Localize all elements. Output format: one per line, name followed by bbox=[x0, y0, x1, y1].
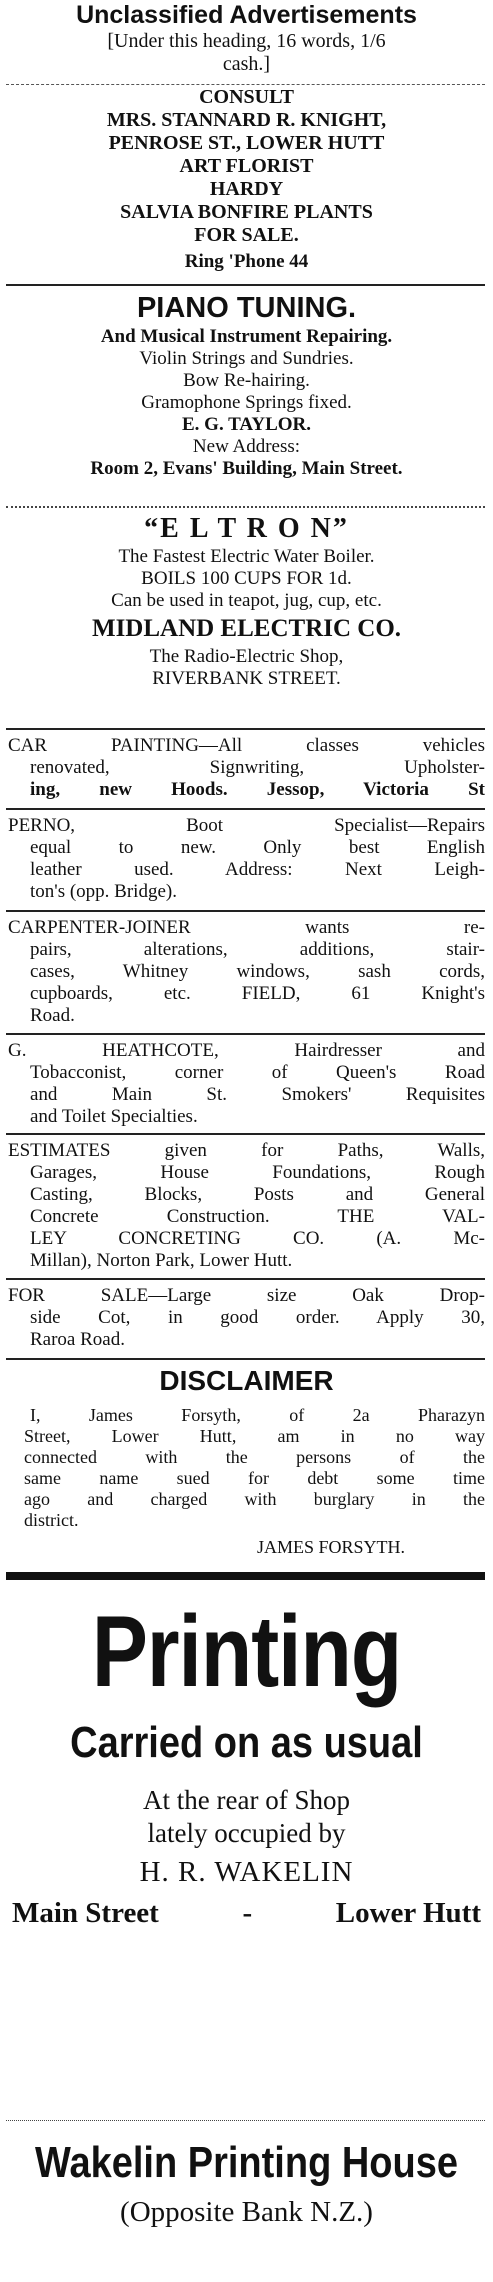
ad-car-painting bbox=[8, 735, 485, 801]
ad-perno bbox=[8, 815, 485, 903]
disclaimer-line: ago and charged with burglary in the bbox=[24, 1489, 485, 1509]
ad-line: leather used. Address: Next Leigh- bbox=[30, 859, 485, 880]
ad-title: “E L T R O N” bbox=[144, 513, 349, 544]
divider bbox=[6, 728, 485, 730]
ad-line: Millan), Norton Park, Lower Hutt. bbox=[30, 1250, 293, 1271]
ad-line: Road. bbox=[30, 1005, 75, 1026]
heavy-rule bbox=[6, 1572, 485, 1580]
divider bbox=[6, 284, 485, 286]
street-name: Main Street bbox=[12, 1897, 159, 1929]
ad-florist bbox=[0, 86, 493, 277]
ad-printing bbox=[0, 1596, 493, 1932]
ad-carpenter bbox=[8, 917, 485, 1027]
ad-line: and Main St. Smokers' Requisites bbox=[30, 1084, 485, 1105]
ad-line: FOR SALE—Large size Oak Drop- bbox=[8, 1285, 485, 1306]
divider bbox=[6, 808, 485, 810]
ad-line: Violin Strings and Sundries. bbox=[139, 348, 354, 369]
printing-house-name: Wakelin Printing House bbox=[35, 2138, 458, 2188]
ad-line: BOILS 100 CUPS FOR 1d. bbox=[141, 568, 352, 589]
divider bbox=[6, 506, 485, 508]
ad-eltron bbox=[0, 512, 493, 690]
disclaimer-title: DISCLAIMER bbox=[159, 1365, 334, 1396]
ad-line: ton's (opp. Bridge). bbox=[30, 881, 177, 902]
printing-subhead: Carried on as usual bbox=[70, 1718, 423, 1768]
ad-line: PERNO, Boot Specialist—Repairs bbox=[8, 815, 485, 836]
ad-line: equal to new. Only best English bbox=[30, 837, 485, 858]
ad-line: CARPENTER-JOINER wants re- bbox=[8, 917, 485, 938]
ad-line: Room 2, Evans' Building, Main Street. bbox=[90, 458, 403, 479]
ad-line: Bow Re-hairing. bbox=[183, 370, 310, 391]
ad-for-sale bbox=[8, 1285, 485, 1351]
ad-line: ART FLORIST bbox=[179, 155, 314, 177]
ad-line: HARDY bbox=[209, 178, 284, 200]
divider bbox=[6, 1278, 485, 1280]
disclaimer-signature: JAMES FORSYTH. bbox=[256, 1537, 405, 1557]
ad-line: cupboards, etc. FIELD, 61 Knight's bbox=[30, 983, 485, 1004]
divider bbox=[6, 2120, 485, 2121]
disclaimer bbox=[0, 1362, 493, 1400]
section-header bbox=[0, 0, 493, 76]
ad-line: Garages, House Foundations, Rough bbox=[30, 1162, 485, 1183]
ad-line: CONSULT bbox=[199, 86, 294, 108]
pricing-note: [Under this heading, 16 words, 1/6 bbox=[107, 30, 386, 52]
ad-line: FOR SALE. bbox=[194, 224, 299, 246]
company-name: MIDLAND ELECTRIC CO. bbox=[91, 615, 402, 642]
address-dash: - bbox=[242, 1897, 253, 1929]
printing-address bbox=[0, 1894, 493, 1932]
phone-line: Ring 'Phone 44 bbox=[184, 251, 309, 272]
disclaimer-line: same name sued for debt some time bbox=[24, 1468, 485, 1488]
ad-line: Can be used in teapot, jug, cup, etc. bbox=[111, 590, 382, 611]
divider bbox=[6, 1133, 485, 1135]
ad-line: pairs, alterations, additions, stair- bbox=[30, 939, 485, 960]
printing-line: lately occupied by bbox=[147, 1818, 346, 1848]
ad-line: The Radio-Electric Shop, bbox=[149, 646, 344, 667]
ad-line: cases, Whitney windows, sash cords, bbox=[30, 961, 485, 982]
ad-line: ESTIMATES given for Paths, Walls, bbox=[8, 1140, 485, 1161]
ad-line: renovated, Signwriting, Upholster- bbox=[30, 757, 485, 778]
ad-line: E. G. TAYLOR. bbox=[182, 414, 311, 435]
ad-line: The Fastest Electric Water Boiler. bbox=[118, 546, 375, 567]
ad-line: MRS. STANNARD R. KNIGHT, bbox=[106, 109, 387, 131]
ad-line: G. HEATHCOTE, Hairdresser and bbox=[8, 1040, 485, 1061]
divider bbox=[6, 1358, 485, 1360]
printing-headline: Printing bbox=[91, 1594, 402, 1708]
printer-name: H. R. WAKELIN bbox=[139, 1856, 354, 1888]
section-title: Unclassified Advertisements bbox=[76, 1, 417, 29]
ad-piano-tuning bbox=[0, 290, 493, 480]
ad-title: PIANO TUNING. bbox=[136, 292, 357, 324]
ad-line: ing, new Hoods. Jessop, Victoria St bbox=[30, 779, 485, 800]
ad-line: LEY CONCRETING CO. (A. Mc- bbox=[30, 1228, 485, 1249]
ad-line: Gramophone Springs fixed. bbox=[141, 392, 352, 413]
town-name: Lower Hutt bbox=[335, 1897, 481, 1929]
ad-line: side Cot, in good order. Apply 30, bbox=[30, 1307, 485, 1328]
divider bbox=[6, 84, 485, 85]
ad-heathcote bbox=[8, 1040, 485, 1128]
pricing-note-cont: cash.] bbox=[222, 53, 271, 75]
ad-line: Raroa Road. bbox=[30, 1329, 125, 1350]
ad-line: Casting, Blocks, Posts and General bbox=[30, 1184, 485, 1205]
printing-house bbox=[0, 2134, 493, 2232]
disclaimer-line: Street, Lower Hutt, am in no way bbox=[24, 1426, 485, 1446]
ad-line: And Musical Instrument Repairing. bbox=[100, 326, 393, 347]
ad-line: SALVIA BONFIRE PLANTS bbox=[120, 201, 373, 223]
disclaimer-body bbox=[8, 1405, 485, 1558]
disclaimer-line: district. bbox=[24, 1510, 79, 1530]
ad-concreting bbox=[8, 1140, 485, 1272]
printing-house-location: (Opposite Bank N.Z.) bbox=[120, 2196, 373, 2228]
disclaimer-line: connected with the persons of the bbox=[24, 1447, 485, 1467]
ad-line: CAR PAINTING—All classes vehicles bbox=[8, 735, 485, 756]
divider bbox=[6, 910, 485, 912]
divider bbox=[6, 1033, 485, 1035]
ad-line: PENROSE ST., LOWER HUTT bbox=[108, 132, 385, 154]
ad-line: RIVERBANK STREET. bbox=[152, 668, 341, 689]
printing-line: At the rear of Shop bbox=[143, 1785, 350, 1815]
ad-line: New Address: bbox=[192, 436, 301, 457]
ad-line: and Toilet Specialties. bbox=[30, 1106, 198, 1127]
ad-line: Concrete Construction. THE VAL- bbox=[30, 1206, 485, 1227]
ad-line: Tobacconist, corner of Queen's Road bbox=[30, 1062, 485, 1083]
disclaimer-line: I, James Forsyth, of 2a Pharazyn bbox=[30, 1405, 485, 1425]
